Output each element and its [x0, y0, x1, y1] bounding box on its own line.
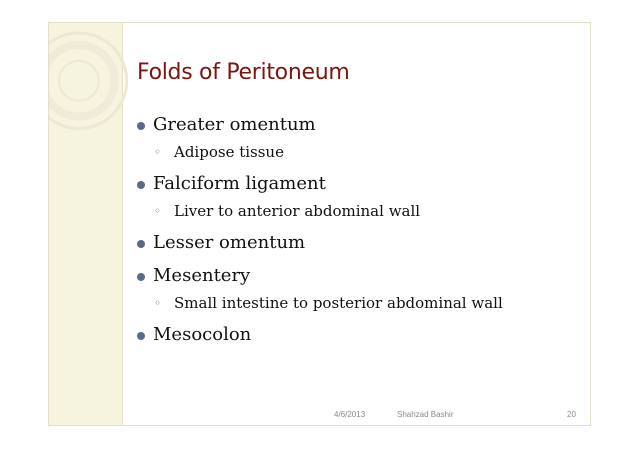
sub-bullet-text: Liver to anterior abdominal wall [174, 202, 421, 220]
sub-bullet-text: Small intestine to posterior abdominal wall [174, 294, 503, 312]
sub-bullet-text: Adipose tissue [174, 143, 284, 161]
sub-bullet-circle-icon: ◦ [154, 296, 162, 310]
bullet-text: Falciform ligament [153, 173, 326, 194]
footer-date: 4/6/2013 [334, 410, 366, 419]
bullet-item [137, 265, 577, 287]
bullet-dot-icon [137, 273, 145, 281]
sub-bullet-item [137, 201, 577, 221]
bullet-dot-icon [137, 240, 145, 248]
footer-author: Shahzad Bashir [397, 410, 454, 419]
sub-bullet-circle-icon: ◦ [154, 204, 162, 218]
bullet-item [137, 232, 577, 254]
bullet-item [137, 173, 577, 195]
sub-bullet-item [137, 293, 577, 313]
bullet-dot-icon [137, 181, 145, 189]
bullet-item [137, 324, 577, 346]
footer-page-number: 20 [567, 410, 576, 419]
slide-title: Folds of Peritoneum [137, 60, 350, 85]
sub-bullet-item [137, 142, 577, 162]
bullet-list [137, 114, 577, 357]
bullet-item [137, 114, 577, 136]
bullet-text: Mesentery [153, 265, 251, 286]
bullet-dot-icon [137, 332, 145, 340]
sub-bullet-circle-icon: ◦ [154, 145, 162, 159]
bullet-text: Lesser omentum [153, 232, 306, 253]
bullet-text: Mesocolon [153, 324, 252, 345]
slide [48, 22, 591, 426]
bullet-text: Greater omentum [153, 114, 316, 135]
bullet-dot-icon [137, 122, 145, 130]
